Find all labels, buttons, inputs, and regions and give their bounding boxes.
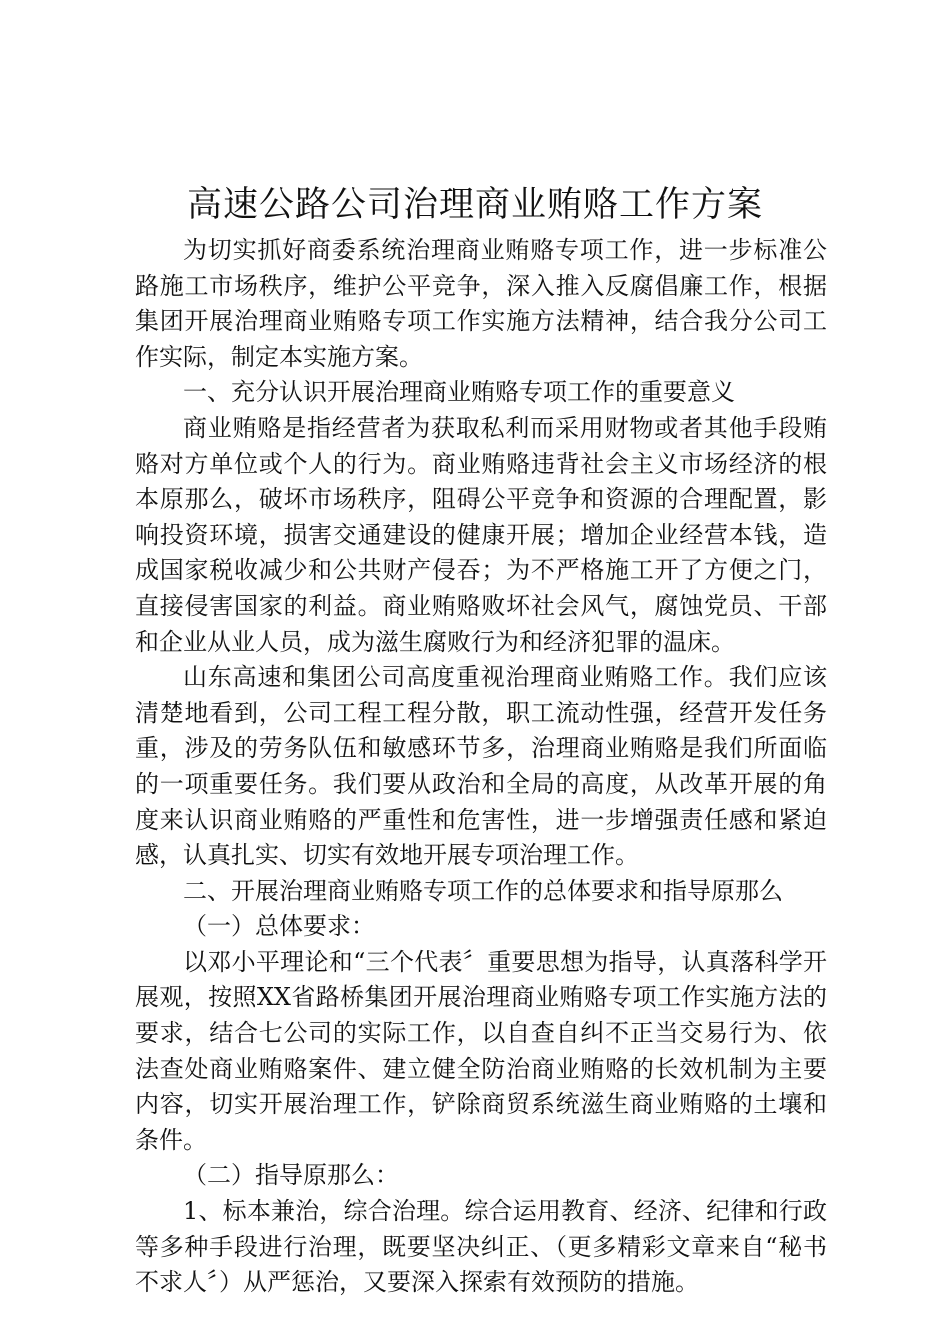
- body-paragraph: 商业贿赂是指经营者为获取私利而采用财物或者其他手段贿赂对方单位或个人的行为。商业贿赂违背社会主义市场经济的根本原那么，破坏市场秩序，阻碍公平竞争和资源的合理配置，影响投资环境，损害交通建设的健康开展；增加企业经营本钱，造成国家税收减少和公共财产侵吞；为不严格施工开了方便之门，直接侵害国家的利益。商业贿赂败坏社会风气，腐蚀党员、干部和企业从业人员，成为滋生腐败行为和经济犯罪的温床。: [135, 413, 827, 656]
- document-title: 高速公路公司治理商业贿赂工作方案: [186, 185, 763, 225]
- subsection-heading-2: （二）指导原那么：: [183, 1161, 399, 1190]
- body-paragraph: 山东高速和集团公司高度重视治理商业贿赂工作。我们应该清楚地看到，公司工程工程分散，职工流动性强，经营开发任务重，涉及的劳务队伍和敏感环节多，治理商业贿赂是我们所面临的一项重要任务。我们要从政治和全局的高度，从改革开展的角度来认识商业贿赂的严重性和危害性，进一步增强责任感和紧迫感，认真扎实、切实有效地开展专项治理工作。: [135, 663, 827, 870]
- document-body: [135, 233, 827, 1301]
- subsection-heading-1: （一）总体要求：: [183, 912, 375, 941]
- intro-paragraph: 为切实抓好商委系统治理商业贿赂专项工作，进一步标准公路施工市场秩序，维护公平竞争，深入推入反腐倡廉工作，根据集团开展治理商业贿赂专项工作实施方法精神，结合我分公司工作实际，制定本实施方案。: [135, 236, 827, 371]
- section-heading-1: 一、充分认识开展治理商业贿赂专项工作的重要意义: [183, 378, 735, 407]
- body-paragraph: 以邓小平理论和“三个代表〞重要思想为指导，认真落科学开展观，按照XX省路桥集团开展治理商业贿赂专项工作实施方法的要求，结合七公司的实际工作，以自查自纠不正当交易行为、依法查处商业贿赂案件、建立健全防治商业贿赂的长效机制为主要内容，切实开展治理工作，铲除商贸系统滋生商业贿赂的土壤和条件。: [135, 947, 827, 1154]
- section-heading-2: 二、开展治理商业贿赂专项工作的总体要求和指导原那么: [183, 876, 783, 905]
- body-paragraph: 1、标本兼治，综合治理。综合运用教育、经济、纪律和行政等多种手段进行治理，既要坚决纠正、（更多精彩文章来自“秘书不求人〞）从严惩治，又要深入探索有效预防的措施。: [135, 1197, 827, 1297]
